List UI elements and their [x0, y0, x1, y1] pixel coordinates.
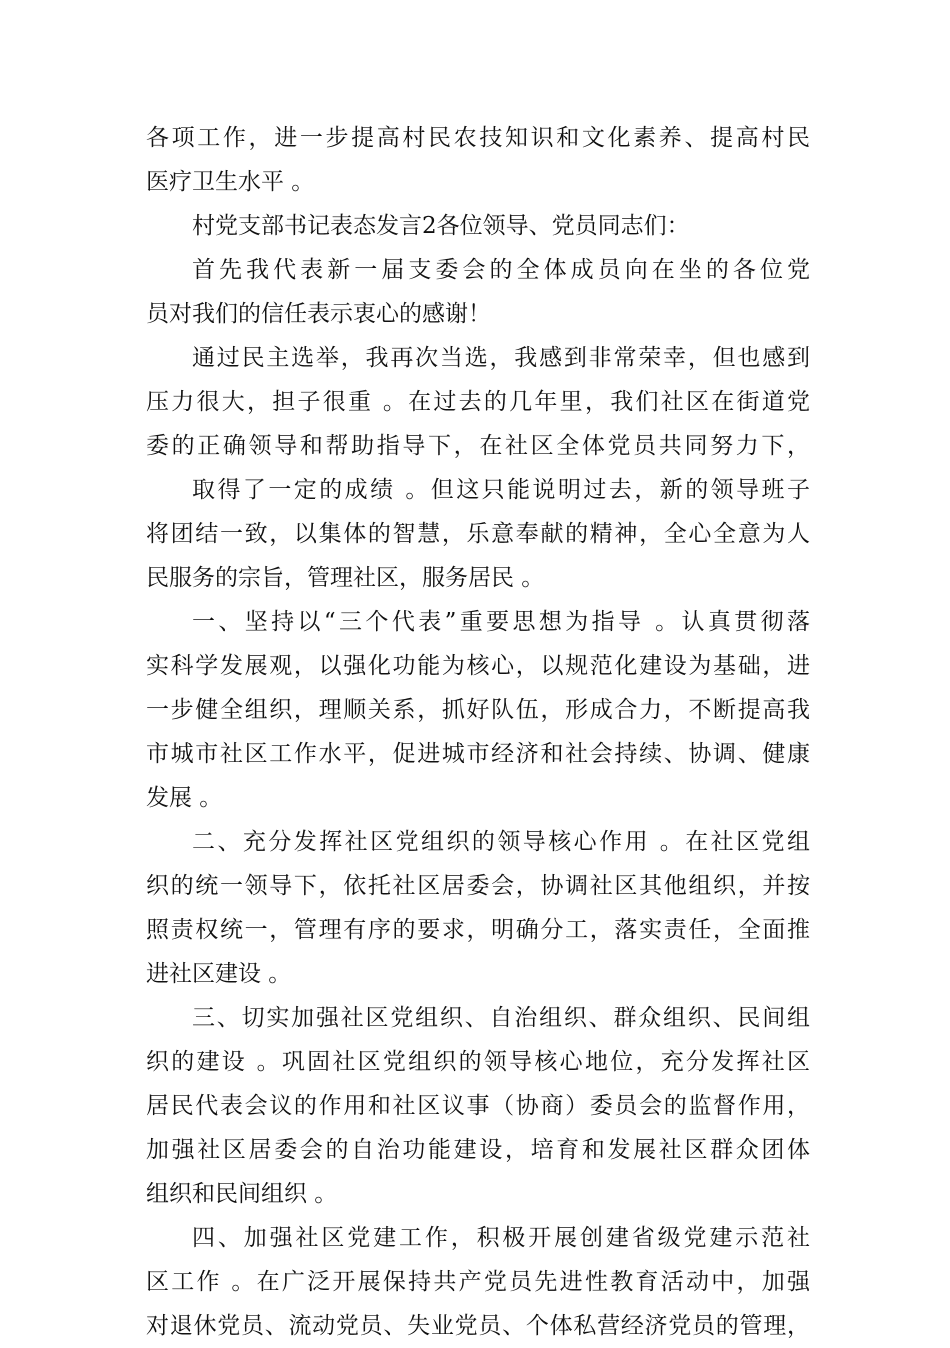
text-line: 发展 。 — [146, 785, 223, 811]
text-line: 医疗卫生水平 。 — [146, 169, 315, 195]
text-line: 员对我们的信任表示衷心的感谢！ — [146, 301, 491, 327]
text-line: 取得了一定的成绩 。但这只能说明过去，新的领导班子 — [192, 477, 810, 503]
text-line: 四、加强社区党建工作，积极开展创建省级党建示范社 — [192, 1225, 810, 1251]
text-line: 市城市社区工作水平，促进城市经济和社会持续、协调、健康 — [146, 741, 810, 767]
text-line: 首先我代表新一届支委会的全体成员向在坐的各位党 — [192, 257, 810, 283]
text-line: 加强社区居委会的自治功能建设，培育和发展社区群众团体 — [146, 1137, 810, 1163]
text-line: 委的正确领导和帮助指导下，在社区全体党员共同努力下， — [146, 433, 810, 459]
text-line: 二、充分发挥社区党组织的领导核心作用 。在社区党组 — [192, 829, 810, 855]
document-body — [146, 116, 810, 1348]
text-line: 居民代表会议的作用和社区议事（协商）委员会的监督作用， — [146, 1093, 810, 1119]
paragraph — [146, 820, 810, 996]
text-line: 压力很大，担子很重 。在过去的几年里，我们社区在街道党 — [146, 389, 810, 415]
text-line: 组织和民间组织 。 — [146, 1181, 338, 1207]
text-line: 一、坚持以“三个代表”重要思想为指导 。认真贯彻落 — [192, 609, 810, 635]
text-line: 区工作 。在广泛开展保持共产党员先进性教育活动中，加强 — [146, 1269, 810, 1295]
text-line: 进社区建设 。 — [146, 961, 292, 987]
paragraph — [146, 204, 810, 248]
paragraph — [146, 336, 810, 468]
text-line: 织的统一领导下，依托社区居委会，协调社区其他组织，并按 — [146, 873, 810, 899]
paragraph — [146, 116, 810, 204]
text-line: 三、切实加强社区党组织、自治组织、群众组织、民间组 — [192, 1005, 810, 1031]
paragraph — [146, 996, 810, 1216]
text-line: 各项工作，进一步提高村民农技知识和文化素养、提高村民 — [146, 125, 810, 151]
text-line: 民服务的宗旨，管理社区，服务居民 。 — [146, 565, 545, 591]
text-line: 对退休党员、流动党员、失业党员、个体私营经济党员的管理， — [146, 1313, 810, 1339]
text-line: 村党支部书记表态发言2各位领导、党员同志们： — [192, 213, 690, 239]
text-line: 一步健全组织，理顺关系，抓好队伍，形成合力，不断提高我 — [146, 697, 810, 723]
paragraph — [146, 468, 810, 600]
paragraph — [146, 600, 810, 820]
paragraph — [146, 248, 810, 336]
paragraph — [146, 1216, 810, 1348]
text-line: 实科学发展观，以强化功能为核心，以规范化建设为基础，进 — [146, 653, 810, 679]
text-line: 通过民主选举，我再次当选，我感到非常荣幸，但也感到 — [192, 345, 810, 371]
text-line: 将团结一致，以集体的智慧，乐意奉献的精神，全心全意为人 — [146, 521, 810, 547]
text-line: 织的建设 。巩固社区党组织的领导核心地位，充分发挥社区 — [146, 1049, 810, 1075]
text-line: 照责权统一，管理有序的要求，明确分工，落实责任，全面推 — [146, 917, 810, 943]
